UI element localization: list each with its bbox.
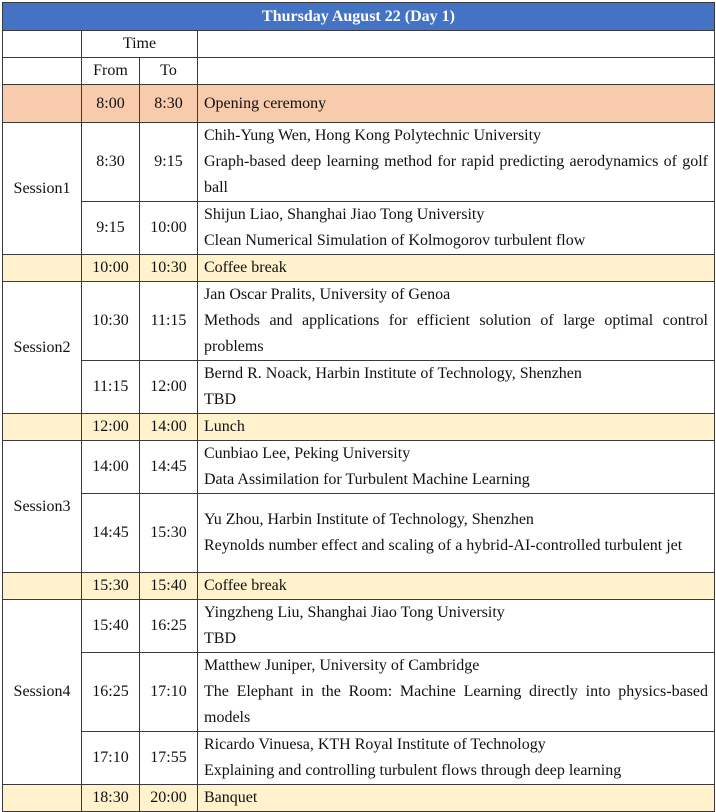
to-column-header: To bbox=[140, 58, 198, 85]
session-label: Session3 bbox=[3, 441, 82, 573]
blank-cell bbox=[3, 85, 82, 123]
to-time: 16:25 bbox=[140, 600, 198, 653]
speaker: Yingzheng Liu, Shanghai Jiao Tong University bbox=[204, 604, 505, 621]
speaker: Shijun Liao, Shanghai Jiao Tong University bbox=[204, 206, 485, 223]
event-text: Opening ceremony bbox=[198, 85, 715, 123]
talk-info bbox=[198, 494, 715, 573]
from-time: 12:00 bbox=[82, 414, 140, 441]
talk-row bbox=[3, 494, 715, 573]
talk-title: Data Assimilation for Turbulent Machine Learning bbox=[204, 471, 530, 488]
blank-cell bbox=[3, 573, 82, 600]
talk-row bbox=[3, 282, 715, 361]
talk-info bbox=[198, 282, 715, 361]
speaker: Ricardo Vinuesa, KTH Royal Institute of Technology bbox=[204, 736, 546, 753]
talk-info bbox=[198, 361, 715, 414]
session-label: Session1 bbox=[3, 123, 82, 255]
talk-row bbox=[3, 361, 715, 414]
event-text: Coffee break bbox=[198, 255, 715, 282]
from-time: 16:25 bbox=[82, 653, 140, 732]
from-time: 14:45 bbox=[82, 494, 140, 573]
break-row bbox=[3, 785, 715, 812]
talk-title: Reynolds number effect and scaling of a hybrid-AI-controlled turbulent jet bbox=[204, 537, 683, 554]
talk-title: Explaining and controlling turbulent flows through deep learning bbox=[204, 762, 622, 779]
to-time: 8:30 bbox=[140, 85, 198, 123]
from-time: 8:00 bbox=[82, 85, 140, 123]
session-label: Session2 bbox=[3, 282, 82, 414]
speaker: Chih-Yung Wen, Hong Kong Polytechnic University bbox=[204, 127, 542, 144]
talk-info bbox=[198, 732, 715, 785]
to-time: 10:00 bbox=[140, 202, 198, 255]
time-header-row bbox=[3, 31, 715, 58]
to-time: 14:45 bbox=[140, 441, 198, 494]
to-time: 11:15 bbox=[140, 282, 198, 361]
talk-row bbox=[3, 732, 715, 785]
from-time: 17:10 bbox=[82, 732, 140, 785]
blank-cell bbox=[3, 58, 82, 85]
schedule-table bbox=[2, 2, 715, 812]
to-time: 12:00 bbox=[140, 361, 198, 414]
talk-row bbox=[3, 123, 715, 202]
to-time: 9:15 bbox=[140, 123, 198, 202]
from-time: 9:15 bbox=[82, 202, 140, 255]
event-text: Coffee break bbox=[198, 573, 715, 600]
speaker: Yu Zhou, Harbin Institute of Technology, Shenzhen bbox=[204, 511, 534, 528]
blank-cell bbox=[198, 58, 715, 85]
talk-row bbox=[3, 600, 715, 653]
break-row bbox=[3, 414, 715, 441]
to-time: 14:00 bbox=[140, 414, 198, 441]
talk-title: The Elephant in the Room: Machine Learning directly into physics-based models bbox=[204, 683, 708, 726]
talk-title: TBD bbox=[204, 391, 236, 408]
to-time: 15:40 bbox=[140, 573, 198, 600]
talk-info bbox=[198, 441, 715, 494]
talk-info bbox=[198, 123, 715, 202]
day-title: Thursday August 22 (Day 1) bbox=[3, 3, 715, 31]
talk-info bbox=[198, 600, 715, 653]
break-row bbox=[3, 573, 715, 600]
talk-title: Clean Numerical Simulation of Kolmogorov turbulent flow bbox=[204, 232, 586, 249]
from-to-header-row bbox=[3, 58, 715, 85]
talk-info bbox=[198, 202, 715, 255]
from-time: 11:15 bbox=[82, 361, 140, 414]
event-text: Banquet bbox=[198, 785, 715, 812]
to-time: 17:55 bbox=[140, 732, 198, 785]
to-time: 10:30 bbox=[140, 255, 198, 282]
header-row bbox=[3, 3, 715, 31]
from-time: 15:40 bbox=[82, 600, 140, 653]
to-time: 20:00 bbox=[140, 785, 198, 812]
speaker: Cunbiao Lee, Peking University bbox=[204, 445, 411, 462]
break-row bbox=[3, 255, 715, 282]
blank-cell bbox=[198, 31, 715, 58]
from-time: 18:30 bbox=[82, 785, 140, 812]
opening-row bbox=[3, 85, 715, 123]
from-time: 10:30 bbox=[82, 282, 140, 361]
to-time: 15:30 bbox=[140, 494, 198, 573]
event-text: Lunch bbox=[198, 414, 715, 441]
talk-row bbox=[3, 441, 715, 494]
speaker: Matthew Juniper, University of Cambridge bbox=[204, 657, 480, 674]
from-time: 14:00 bbox=[82, 441, 140, 494]
from-time: 8:30 bbox=[82, 123, 140, 202]
talk-row bbox=[3, 653, 715, 732]
blank-cell bbox=[3, 255, 82, 282]
talk-info bbox=[198, 653, 715, 732]
blank-cell bbox=[3, 414, 82, 441]
from-time: 10:00 bbox=[82, 255, 140, 282]
talk-row bbox=[3, 202, 715, 255]
from-column-header: From bbox=[82, 58, 140, 85]
talk-title: Methods and applications for efficient solution of large optimal control problems bbox=[204, 312, 708, 355]
blank-cell bbox=[3, 785, 82, 812]
session-label: Session4 bbox=[3, 600, 82, 785]
talk-title: TBD bbox=[204, 630, 236, 647]
talk-title: Graph-based deep learning method for rapid predicting aerodynamics of golf ball bbox=[204, 153, 708, 196]
from-time: 15:30 bbox=[82, 573, 140, 600]
speaker: Bernd R. Noack, Harbin Institute of Technology, Shenzhen bbox=[204, 365, 582, 382]
speaker: Jan Oscar Pralits, University of Genoa bbox=[204, 286, 451, 303]
to-time: 17:10 bbox=[140, 653, 198, 732]
time-column-header: Time bbox=[82, 31, 198, 58]
blank-cell bbox=[3, 31, 82, 58]
